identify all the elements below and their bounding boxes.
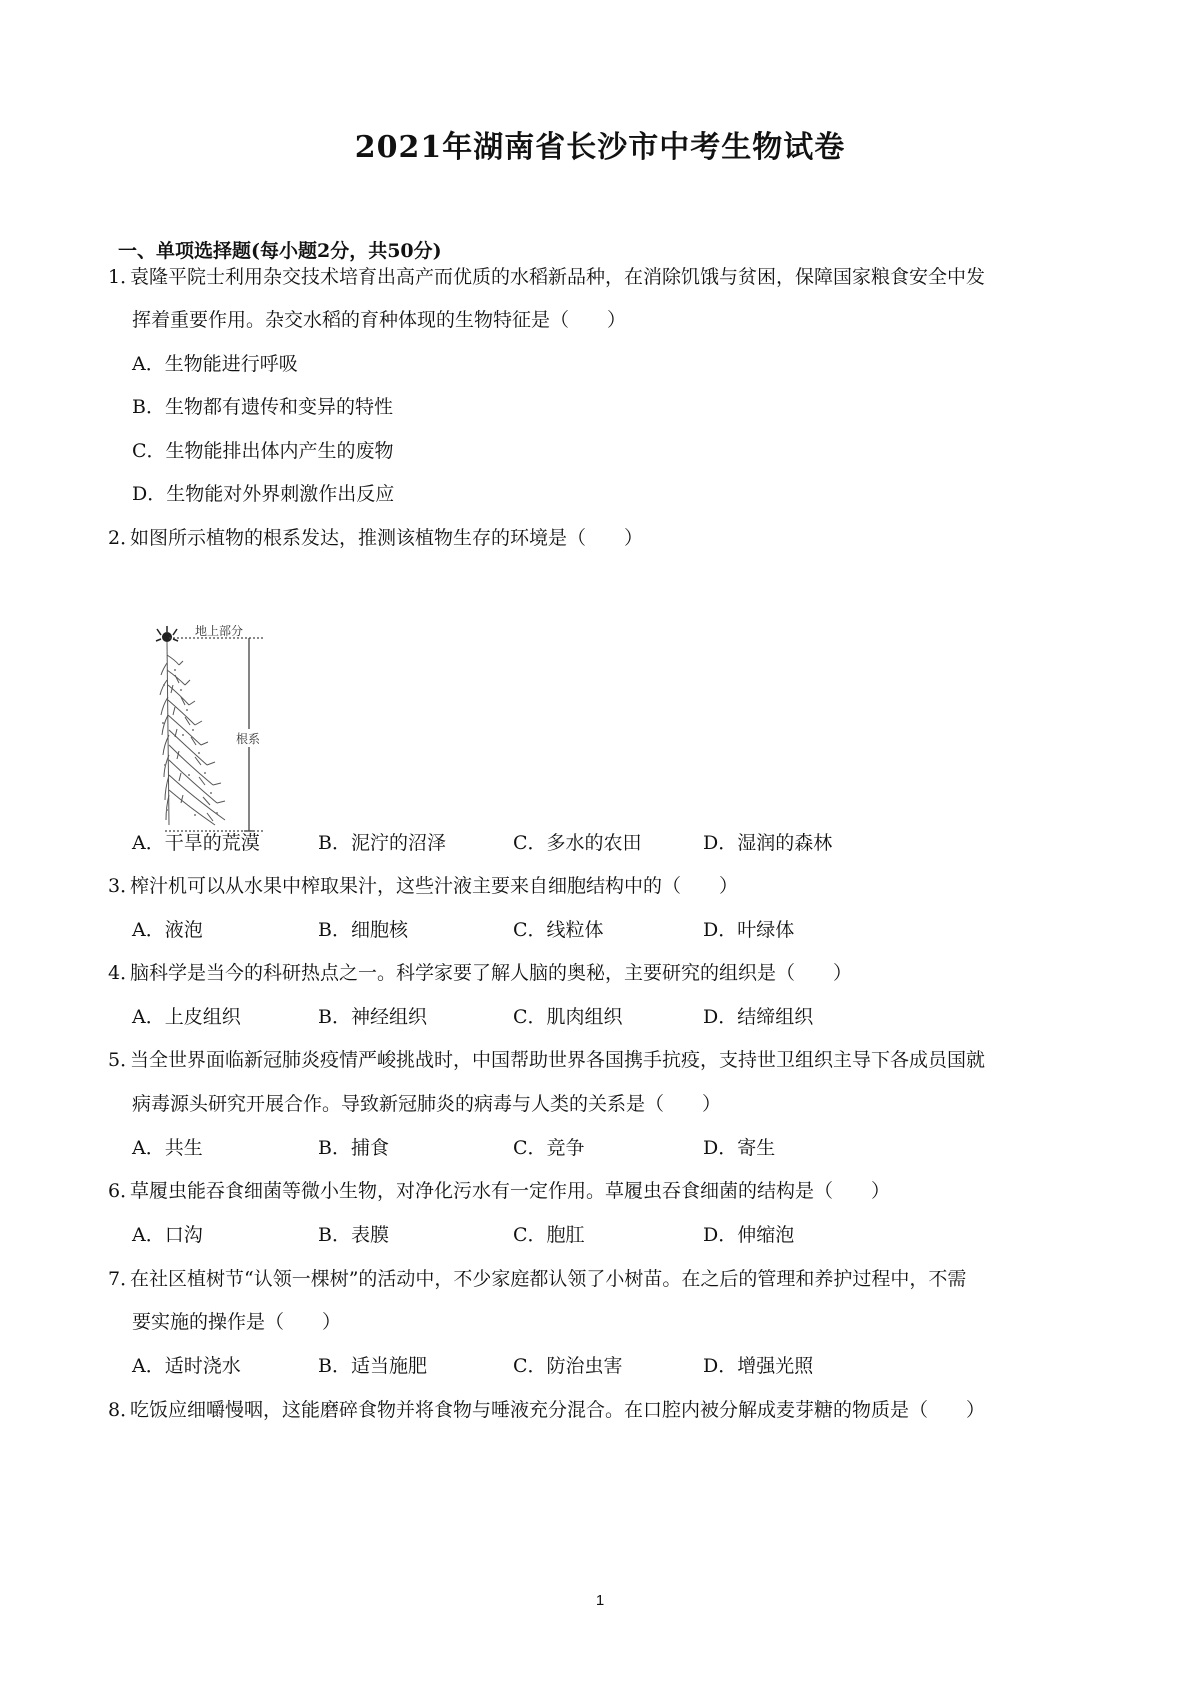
- option-b: B．捕食: [318, 1137, 389, 1159]
- question-1: [108, 262, 985, 289]
- question-text: 当全世界面临新冠肺炎疫情严峻挑战时，中国帮助世界各国携手抗疫，支持世卫组织主导下各成员国就: [130, 1049, 986, 1071]
- option-c: C．竞争: [513, 1137, 585, 1159]
- option-a: A．上皮组织: [132, 1006, 241, 1028]
- question-8: [108, 1395, 985, 1422]
- question-text: 在社区植树节“认领一棵树”的活动中，不少家庭都认领了小树苗。在之后的管理和养护过程中，不需: [130, 1268, 967, 1290]
- option-d: D．结缔组织: [703, 1006, 814, 1028]
- option-a: A．适时浇水: [132, 1355, 241, 1377]
- question-3: [108, 871, 738, 898]
- option-b: B．泥泞的沼泽: [318, 832, 446, 854]
- question-7: [108, 1264, 966, 1291]
- option-d: D．生物能对外界刺激作出反应: [132, 483, 395, 505]
- question-text: 袁隆平院士利用杂交技术培育出高产而优质的水稻新品种，在消除饥饿与贫困，保障国家粮食安全中发: [130, 266, 986, 288]
- question-text-continued: 挥着重要作用。杂交水稻的育种体现的生物特征是（ ）: [132, 309, 627, 331]
- option-c: C．胞肛: [513, 1224, 585, 1246]
- question-number: 3．: [108, 875, 140, 897]
- question-text: 榨汁机可以从水果中榨取果汁，这些汁液主要来自细胞结构中的（ ）: [130, 875, 739, 897]
- question-text-continued: 病毒源头研究开展合作。导致新冠肺炎的病毒与人类的关系是（ ）: [132, 1093, 722, 1115]
- option-c: C．线粒体: [513, 919, 604, 941]
- option-a: A．口沟: [132, 1224, 203, 1246]
- option-d: D．寄生: [703, 1137, 776, 1159]
- option-c: C．生物能排出体内产生的废物: [132, 440, 394, 462]
- question-6: [108, 1176, 890, 1203]
- option-b: B．细胞核: [318, 919, 408, 941]
- question-number: 7．: [108, 1268, 140, 1290]
- root-system-icon: [160, 642, 225, 825]
- option-a: A．共生: [132, 1137, 203, 1159]
- question-text: 草履虫能吞食细菌等微小生物，对净化污水有一定作用。草履虫吞食细菌的结构是（ ）: [130, 1180, 891, 1202]
- page-number: 1: [595, 1592, 605, 1609]
- option-a: A．生物能进行呼吸: [132, 353, 298, 375]
- root-system-figure: [155, 625, 295, 850]
- question-number: 4．: [108, 962, 140, 984]
- section-heading: 一、单项选择题(每小题2分，共50分): [118, 240, 442, 262]
- question-number: 8．: [108, 1399, 140, 1421]
- option-d: D．增强光照: [703, 1355, 814, 1377]
- top-label: 地上部分: [195, 625, 244, 638]
- question-4: [108, 958, 852, 985]
- option-d: D．叶绿体: [703, 919, 795, 941]
- option-d: D．伸缩泡: [703, 1224, 795, 1246]
- question-text-continued: 要实施的操作是（ ）: [132, 1311, 342, 1333]
- question-number: 5．: [108, 1049, 140, 1071]
- question-2: [108, 523, 643, 550]
- option-c: C．肌肉组织: [513, 1006, 623, 1028]
- question-text: 如图所示植物的根系发达，推测该植物生存的环境是（ ）: [130, 527, 644, 549]
- option-b: B．适当施肥: [318, 1355, 427, 1377]
- option-b: B．生物都有遗传和变异的特性: [132, 396, 393, 418]
- option-a: A．液泡: [132, 919, 203, 941]
- option-d: D．湿润的森林: [703, 832, 833, 854]
- side-label: 根系: [236, 732, 261, 746]
- option-b: B．表膜: [318, 1224, 389, 1246]
- option-c: C．多水的农田: [513, 832, 642, 854]
- question-number: 6．: [108, 1180, 140, 1202]
- page-title: 2021年湖南省长沙市中考生物试卷: [354, 130, 846, 165]
- option-a: A．干旱的荒漠: [132, 832, 260, 854]
- option-c: C．防治虫害: [513, 1355, 623, 1377]
- plant-top-icon: [156, 626, 178, 642]
- root-hairs-icon: [162, 669, 218, 816]
- option-b: B．神经组织: [318, 1006, 427, 1028]
- question-number: 1．: [108, 266, 140, 288]
- question-text: 脑科学是当今的科研热点之一。科学家要了解人脑的奥秘，主要研究的组织是（ ）: [130, 962, 853, 984]
- question-text: 吃饭应细嚼慢咽，这能磨碎食物并将食物与唾液充分混合。在口腔内被分解成麦芽糖的物质是（ ）: [130, 1399, 986, 1421]
- question-5: [108, 1045, 985, 1072]
- question-number: 2．: [108, 527, 140, 549]
